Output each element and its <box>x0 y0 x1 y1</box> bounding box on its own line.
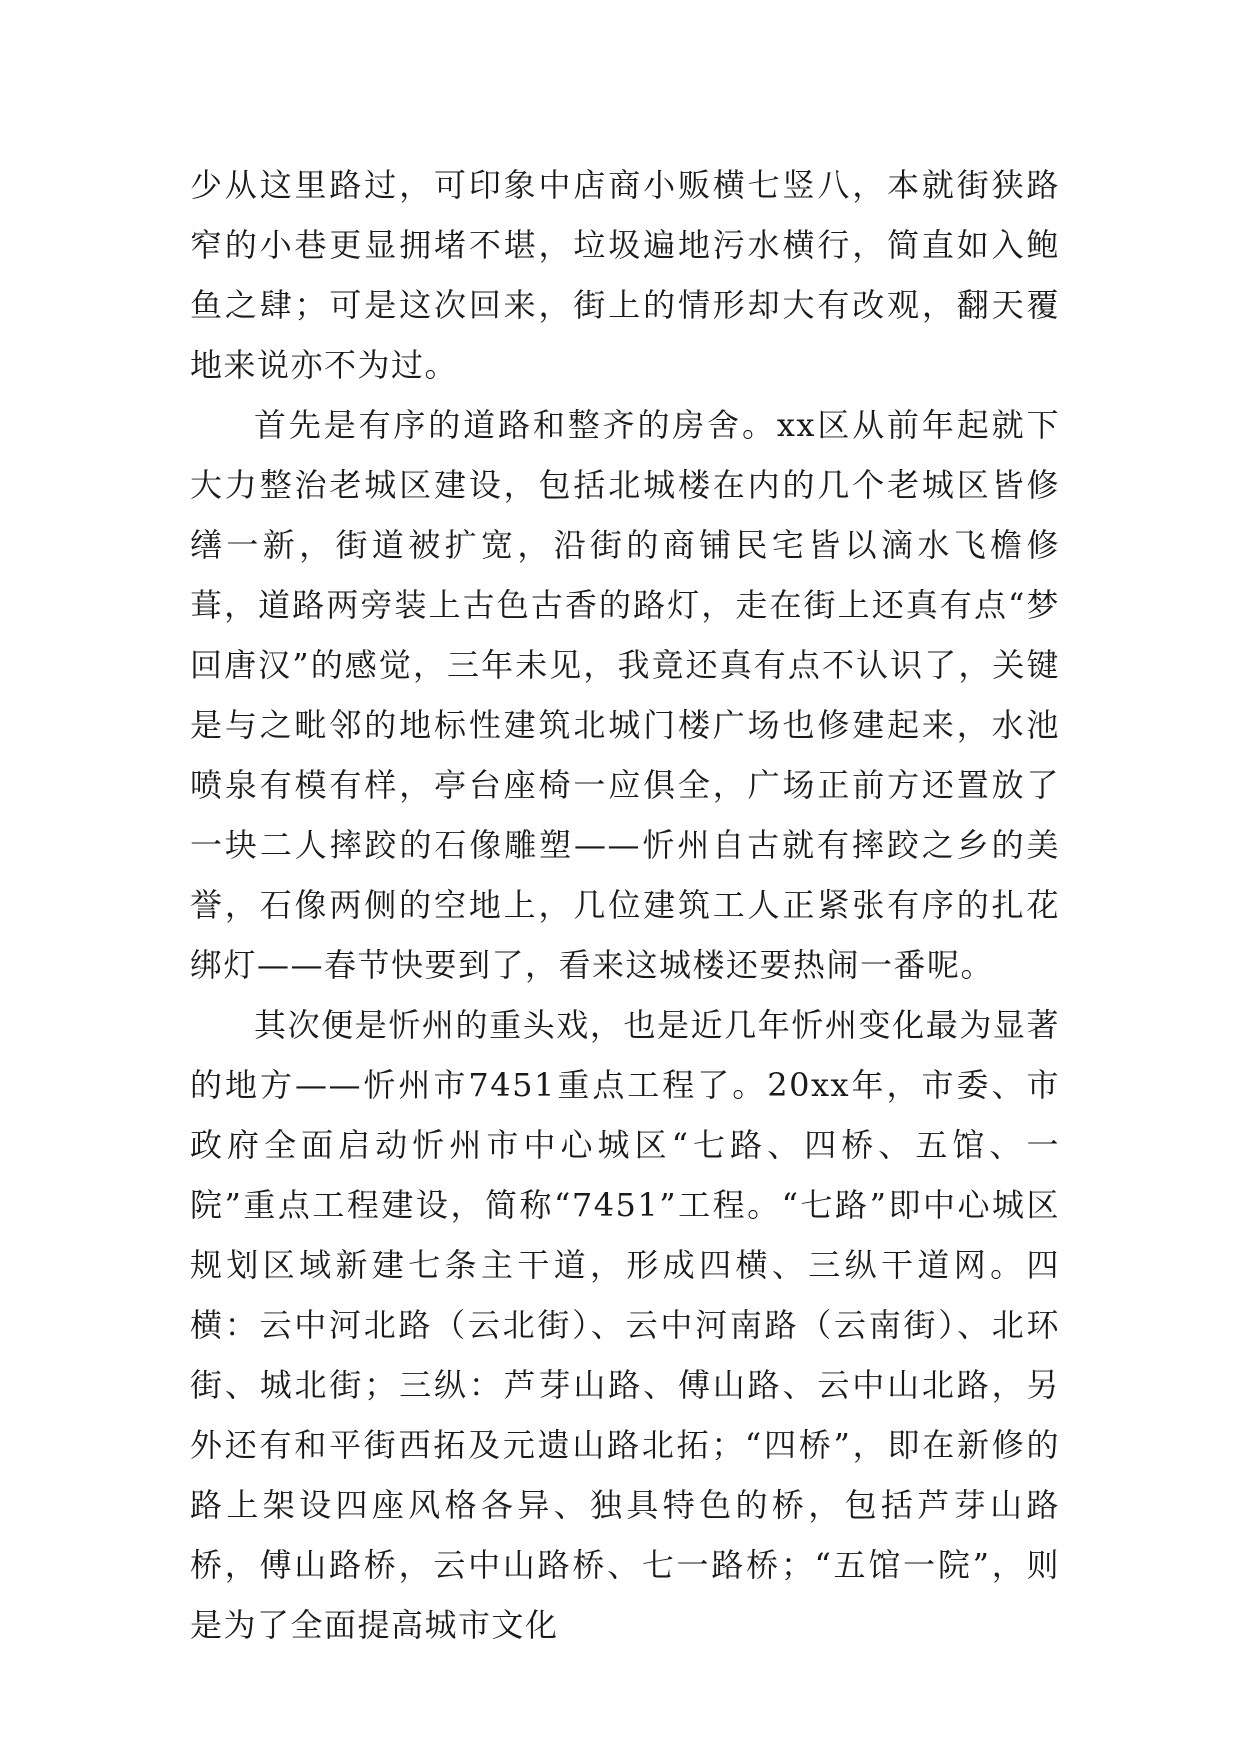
document-body <box>190 155 1060 1655</box>
paragraph-roads-and-houses: 首先是有序的道路和整齐的房舍。xx区从前年起就下大力整治老城区建设，包括北城楼在内的几个老城区皆修缮一新，街道被扩宽，沿街的商铺民宅皆以滴水飞檐修葺，道路两旁装上古色古香的路灯，走在街上还真有点“梦回唐汉”的感觉，三年未见，我竟还真有点不认识了，关键是与之毗邻的地标性建筑北城门楼广场也修建起来，水池喷泉有模有样，亭台座椅一应俱全，广场正前方还置放了一块二人摔跤的石像雕塑——忻州自古就有摔跤之乡的美誉，石像两侧的空地上，几位建筑工人正紧张有序的扎花绑灯——春节快要到了，看来这城楼还要热闹一番呢。 <box>190 406 1060 984</box>
paragraph-continuation: 少从这里路过，可印象中店商小贩横七竖八，本就街狭路窄的小巷更显拥堵不堪，垃圾遍地污水横行，简直如入鲍鱼之肆；可是这次回来，街上的情形却大有改观，翻天覆地来说亦不为过。 <box>190 166 1060 384</box>
paragraph-7451-project: 其次便是忻州的重头戏，也是近几年忻州变化最为显著的地方——忻州市7451重点工程了。20xx年，市委、市政府全面启动忻州市中心城区“七路、四桥、五馆、一院”重点工程建设，简称“7451”工程。“七路”即中心城区规划区域新建七条主干道，形成四横、三纵干道网。四横：云中河北路（云北街）、云中河南路（云南街）、北环街、城北街；三纵：芦芽山路、傅山路、云中山北路，另外还有和平街西拓及元遗山路北拓；“四桥”，即在新修的路上架设四座风格各异、独具特色的桥，包括芦芽山路桥，傅山路桥，云中山路桥、七一路桥；“五馆一院”，则是为了全面提高城市文化 <box>190 1006 1060 1644</box>
